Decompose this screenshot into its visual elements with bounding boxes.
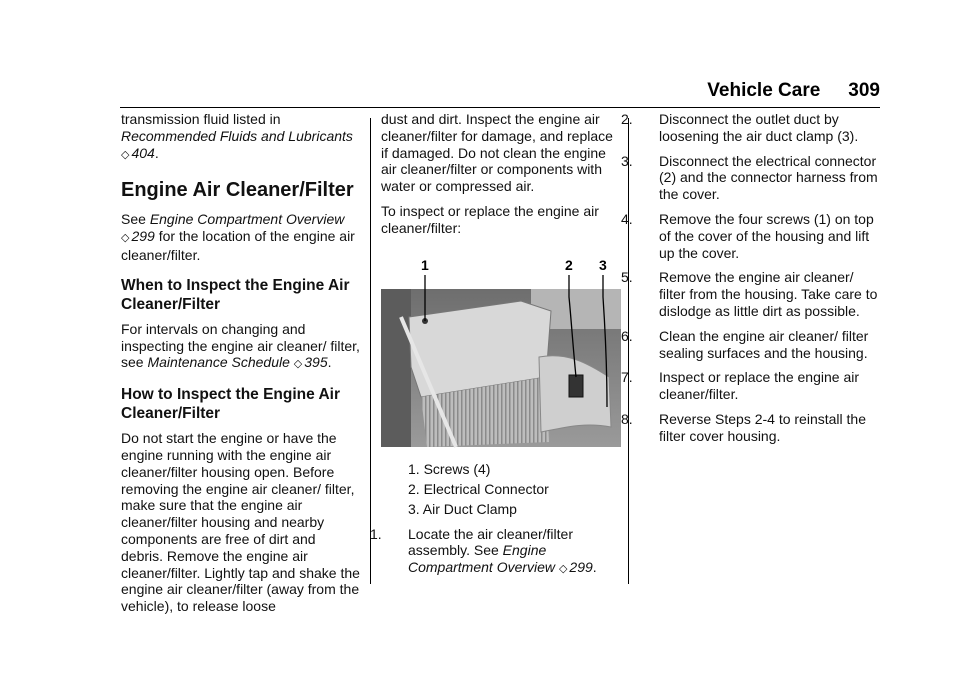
step-1-link[interactable]: Engine Compartment Overview xyxy=(408,542,556,576)
step-1: 1. Locate the air cleaner/filter assembly. See Engine Compartment Overview ◇ 299. xyxy=(370,525,597,576)
caption-3: 3. Air Duct Clamp xyxy=(408,500,517,517)
see-link[interactable]: Engine Compartment Overview xyxy=(149,211,345,228)
air-cleaner-photo xyxy=(381,257,621,455)
step-7: 7. Inspect or replace the engine air cleaner/filter. xyxy=(621,369,860,403)
subheading-when: When to Inspect the Engine Air Cleaner/Filter xyxy=(121,276,350,313)
page-number: 309 xyxy=(848,80,880,101)
callout-2: 2 xyxy=(565,256,573,273)
figure-captions xyxy=(381,461,619,518)
section-title: Vehicle Care xyxy=(707,80,821,101)
continued-paragraph: dust and dirt. Inspect the engine air cleaner/filter for damage, and replace if damaged. Do not clean the engine air cleaner/filter or components with water or compressed air. xyxy=(381,111,613,195)
column-2 xyxy=(370,111,619,586)
caption-1: 1. Screws (4) xyxy=(408,460,491,477)
caption-2: 2. Electrical Connector xyxy=(408,480,549,497)
page-reference-arrow-icon: ◇ xyxy=(558,563,568,576)
page-header xyxy=(0,80,880,106)
when-page-ref[interactable]: 395 xyxy=(304,354,328,371)
intro-link[interactable]: Recommended Fluids and Lubricants xyxy=(121,127,353,144)
column-1 xyxy=(121,111,361,623)
column-3 xyxy=(621,111,880,453)
intro-page-ref[interactable]: 404 xyxy=(131,144,155,161)
steps-list-start xyxy=(370,525,619,578)
step-3: 3. Disconnect the electrical connector (2) and the connector harness from the cover. xyxy=(621,152,878,203)
step-1-page-ref[interactable]: 299 xyxy=(569,559,593,576)
step-8: 8. Reverse Steps 2-4 to reinstall the filter cover housing. xyxy=(621,410,866,444)
see-page-ref[interactable]: 299 xyxy=(131,228,155,245)
page-reference-arrow-icon: ◇ xyxy=(293,358,303,371)
when-link[interactable]: Maintenance Schedule xyxy=(147,354,290,371)
callout-1: 1 xyxy=(421,256,429,273)
see-paragraph: See Engine Compartment Overview ◇ 299 for the location of the engine air cleaner/filter. xyxy=(121,211,355,263)
step-4: 4. Remove the four screws (1) on top of the cover of the housing and lift up the cover. xyxy=(621,210,874,261)
callout-3: 3 xyxy=(599,256,607,273)
how-paragraph: Do not start the engine or have the engine running with the engine air cleaner/filter housing open. Before removing the engine air cleaner/ filter, make sure that the engine air cleaner/filter housing and nearby components are free of dirt and debris. Remove the engine air cleaner/filter. Lightly tap and shake the engine air cleaner/filter (away from the vehicle), to release loose xyxy=(121,430,360,615)
when-paragraph: For intervals on changing and inspecting the engine air cleaner/ filter, see Maintenance Schedule ◇ 395. xyxy=(121,320,360,371)
header-rule xyxy=(120,107,880,108)
column-divider-2 xyxy=(628,118,629,584)
column-divider-1 xyxy=(370,118,371,584)
subheading-how: How to Inspect the Engine Air Cleaner/Filter xyxy=(121,386,341,423)
section-heading: Engine Air Cleaner/Filter xyxy=(121,179,354,202)
inspect-intro: To inspect or replace the engine air cleaner/filter: xyxy=(381,202,599,236)
intro-paragraph: transmission fluid listed in Recommended Fluids and Lubricants ◇ 404. xyxy=(121,111,353,161)
steps-list xyxy=(621,111,880,445)
step-2: 2. Disconnect the outlet duct by loosening the air duct clamp (3). xyxy=(621,111,859,144)
air-cleaner-figure xyxy=(381,257,621,455)
step-5: 5. Remove the engine air cleaner/ filter from the housing. Take care to dislodge as little dirt as possible. xyxy=(621,269,878,319)
page-reference-arrow-icon: ◇ xyxy=(121,232,130,245)
step-6: 6. Clean the engine air cleaner/ filter sealing surfaces and the housing. xyxy=(621,327,869,361)
page-reference-arrow-icon: ◇ xyxy=(121,148,130,161)
